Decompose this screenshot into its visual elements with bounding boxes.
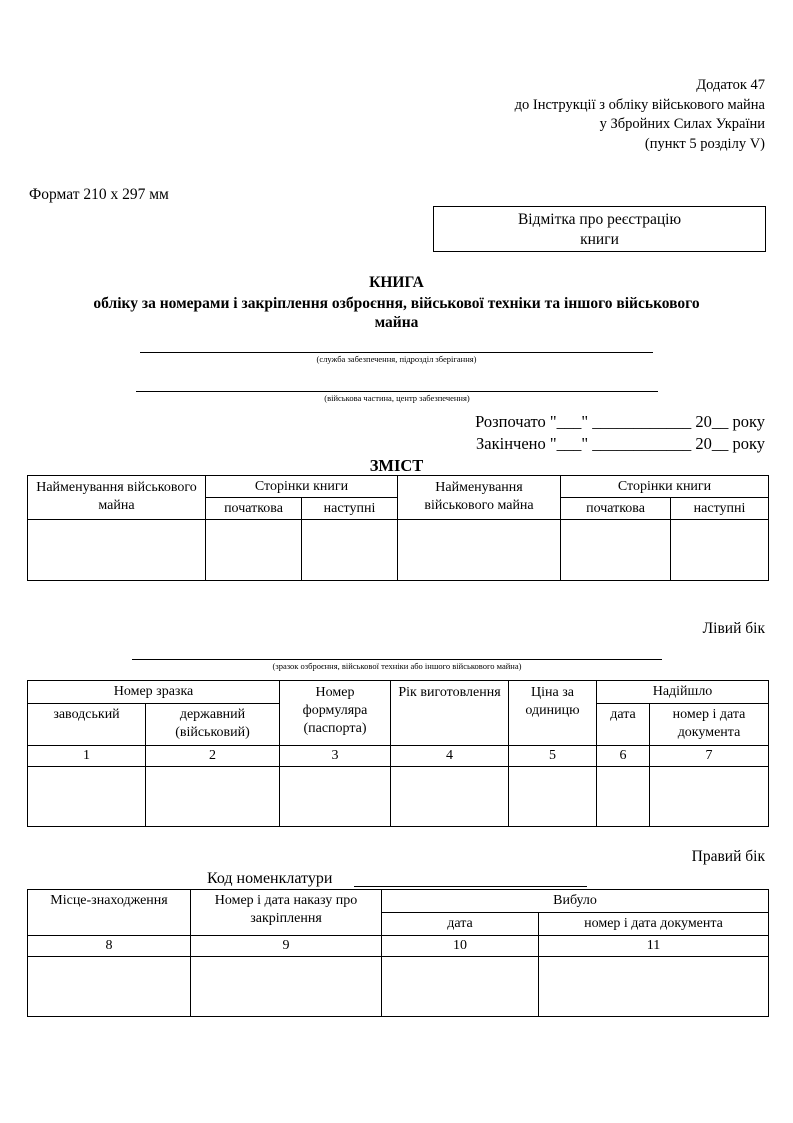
registration-box	[433, 206, 766, 252]
right-side-label: Правий бік	[691, 848, 765, 865]
dropped-date-header: дата	[382, 913, 539, 936]
book-title: КНИГА	[369, 274, 424, 291]
book-subtitle-end: майна	[374, 314, 419, 331]
col-number: 1	[28, 746, 146, 767]
state-header: державний (військовий)	[146, 704, 280, 746]
year-header: Рік виготовлення	[391, 681, 509, 746]
left-blank-row	[28, 767, 769, 827]
unit-line	[136, 391, 658, 392]
sample-number-header: Номер зразка	[28, 681, 280, 704]
nomenclature-code-label: Код номенклатури	[207, 870, 333, 887]
sample-caption: (зразок озброєння, військової техніки або іншого військового майна)	[272, 661, 522, 671]
contents-col-initial: початкова	[206, 498, 302, 520]
blank-cell[interactable]	[671, 520, 769, 581]
contents-col-pages-2: Сторінки книги	[561, 476, 769, 498]
contents-col-next-2: наступні	[671, 498, 769, 520]
blank-cell[interactable]	[206, 520, 302, 581]
blank-cell[interactable]	[28, 520, 206, 581]
dropped-header: Вибуло	[382, 890, 769, 913]
blank-cell[interactable]	[509, 767, 597, 827]
annex-line-4: (пункт 5 розділу V)	[644, 135, 765, 152]
annex-line-2: до Інструкції з обліку військового майна	[514, 96, 765, 113]
contents-heading: ЗМІСТ	[369, 456, 424, 475]
col-number: 4	[391, 746, 509, 767]
factory-header: заводський	[28, 704, 146, 746]
col-number: 9	[191, 936, 382, 957]
annex-line-3: у Збройних Силах України	[599, 116, 765, 132]
contents-table	[27, 475, 769, 581]
book-subtitle: обліку за номерами і закріплення озброєння, військової техніки та іншого військового	[93, 295, 700, 312]
order-header: Номер і дата наказу про закріплення	[191, 890, 382, 936]
left-side-table	[27, 680, 769, 827]
annex-header	[365, 76, 765, 154]
col-number: 8	[28, 936, 191, 957]
contents-col-name-2: Найменування військового майна	[398, 476, 561, 520]
registration-line-2: книги	[580, 231, 619, 248]
annex-line-1: Додаток 47	[696, 77, 765, 93]
form-number-header: Номер формуляра (паспорта)	[280, 681, 391, 746]
col-number: 3	[280, 746, 391, 767]
service-line	[140, 352, 653, 353]
right-number-row	[28, 936, 769, 957]
unit-caption: (військова частина, центр забезпечення)	[324, 393, 470, 403]
blank-cell[interactable]	[280, 767, 391, 827]
blank-cell[interactable]	[302, 520, 398, 581]
registration-line-1: Відмітка про реєстрацію	[517, 211, 682, 228]
col-number: 5	[509, 746, 597, 767]
contents-col-name: Найменування військового майна	[28, 476, 206, 520]
format-label: Формат 210 х 297 мм	[29, 186, 169, 203]
col-number: 6	[597, 746, 650, 767]
contents-col-initial-2: початкова	[561, 498, 671, 520]
left-side-label: Лівий бік	[702, 620, 765, 637]
right-side-table	[27, 889, 769, 1017]
blank-cell[interactable]	[650, 767, 769, 827]
blank-cell[interactable]	[146, 767, 280, 827]
contents-blank-row	[28, 520, 769, 581]
blank-cell[interactable]	[28, 767, 146, 827]
left-number-row	[28, 746, 769, 767]
finished-date: Закінчено "___" ____________ 20__ року	[476, 434, 765, 453]
received-doc-header: номер і дата документа	[650, 704, 769, 746]
blank-cell[interactable]	[597, 767, 650, 827]
col-number: 11	[539, 936, 769, 957]
contents-col-next: наступні	[302, 498, 398, 520]
service-caption: (служба забезпечення, підрозділ зберігання)	[316, 354, 477, 364]
sample-line	[132, 659, 662, 660]
blank-cell[interactable]	[382, 957, 539, 1017]
nomenclature-code-line[interactable]	[354, 886, 587, 887]
blank-cell[interactable]	[539, 957, 769, 1017]
received-header: Надійшло	[597, 681, 769, 704]
col-number: 10	[382, 936, 539, 957]
dropped-doc-header: номер і дата документа	[539, 913, 769, 936]
right-blank-row	[28, 957, 769, 1017]
price-header: Ціна за одиницю	[509, 681, 597, 746]
blank-cell[interactable]	[28, 957, 191, 1017]
started-date: Розпочато "___" ____________ 20__ року	[475, 412, 765, 431]
blank-cell[interactable]	[391, 767, 509, 827]
blank-cell[interactable]	[398, 520, 561, 581]
blank-cell[interactable]	[191, 957, 382, 1017]
col-number: 2	[146, 746, 280, 767]
col-number: 7	[650, 746, 769, 767]
blank-cell[interactable]	[561, 520, 671, 581]
received-date-header: дата	[597, 704, 650, 746]
location-header: Місце-знаходження	[28, 890, 191, 936]
contents-col-pages: Сторінки книги	[206, 476, 398, 498]
